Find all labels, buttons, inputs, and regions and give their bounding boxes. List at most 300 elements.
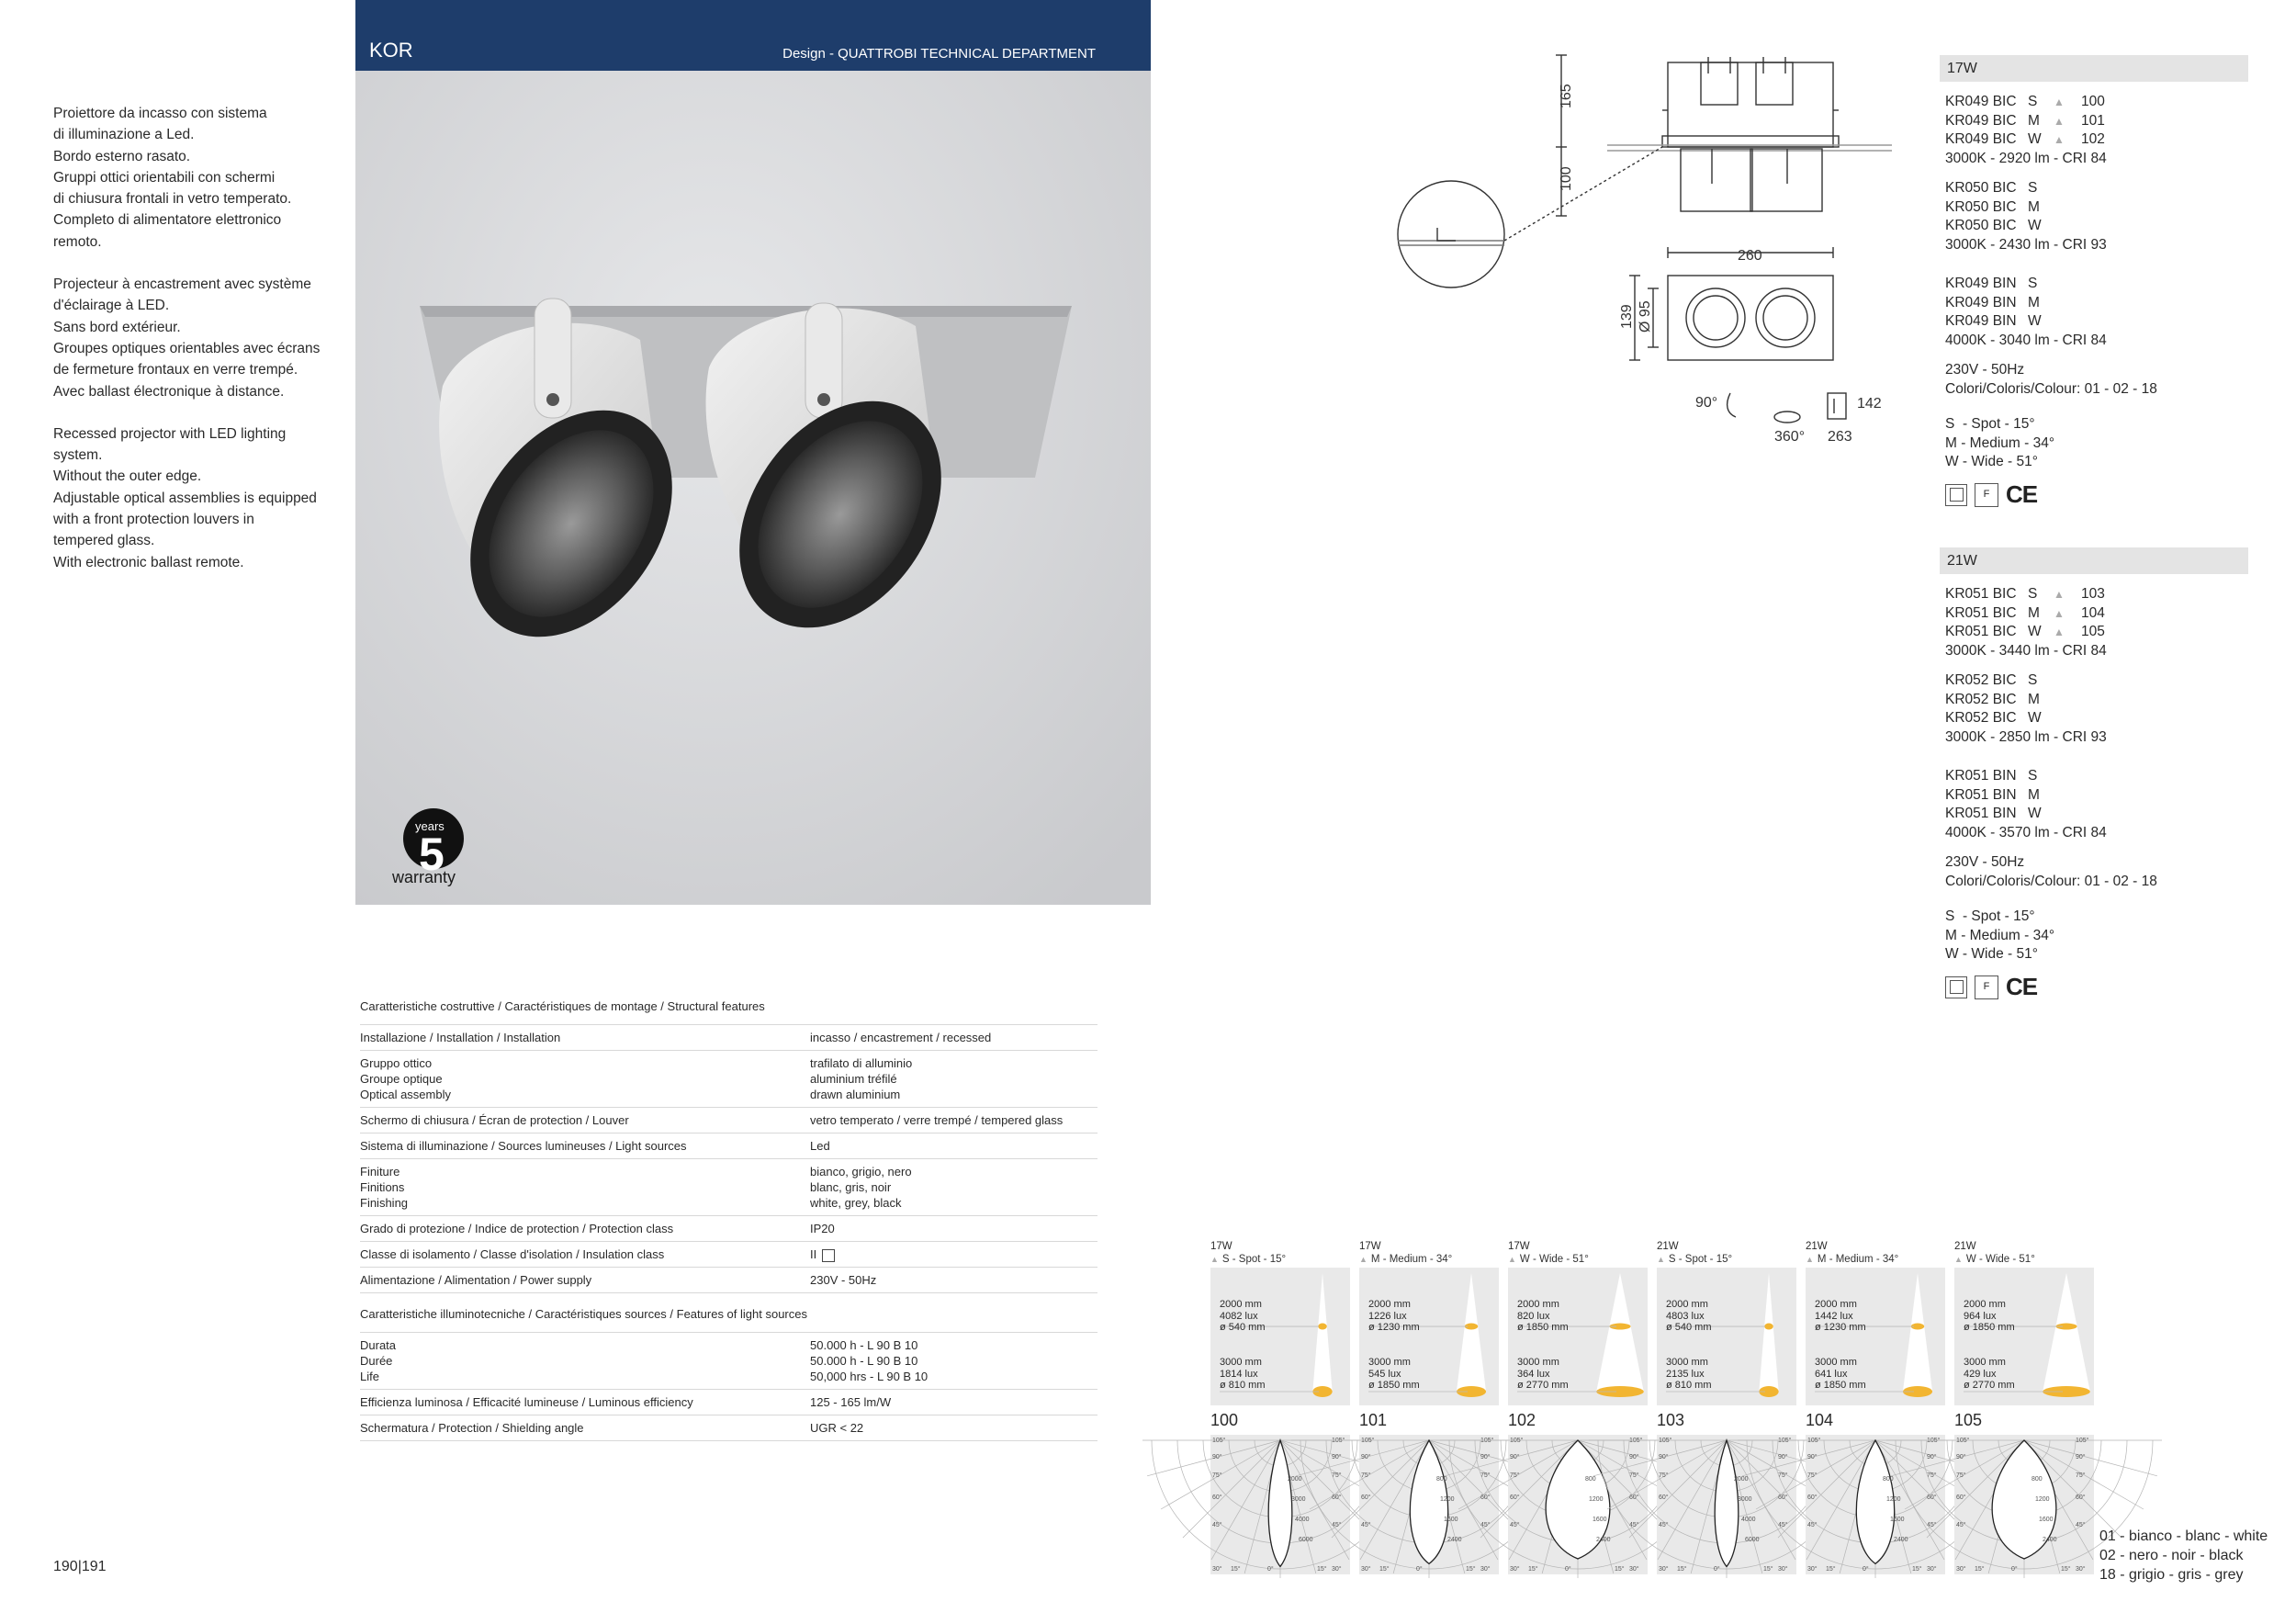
spec-note: 3000K - 2920 lm - CRI 84 (1945, 150, 2107, 166)
polar-diagram (1806, 1435, 1945, 1574)
spec-line (1945, 294, 2248, 313)
distance-block-2000 (1517, 1299, 1569, 1334)
polar-diagram (1657, 1435, 1796, 1574)
triangle-icon: ▲ (1508, 1255, 1516, 1264)
beam-size: M (2028, 604, 2040, 621)
light-features-table (360, 1307, 1097, 1441)
beam-size: M (2028, 294, 2040, 310)
beam-cone-panel (1657, 1268, 1796, 1405)
triangle-icon (2054, 198, 2081, 218)
beam-spot-2000 (1318, 1324, 1327, 1330)
row-label (360, 1112, 810, 1128)
spec-17w (1945, 55, 2248, 507)
warranty-years-label: years (415, 819, 445, 833)
distance-value: 4803 lux (1666, 1310, 1705, 1322)
product-photo (355, 0, 1151, 905)
spec-line (1945, 786, 2248, 806)
photometric-beam (1806, 1253, 1945, 1266)
product-code: KR049 BIN (1945, 276, 2017, 291)
polar-angle-label: 0° (1267, 1566, 1274, 1573)
polar-angle-label: 90° (1807, 1454, 1818, 1460)
intro-line: tempered glass. (53, 533, 155, 549)
dim-95: Ø 95 (1638, 300, 1653, 333)
photometric-cell (1359, 1240, 1499, 1573)
row-label (360, 1138, 810, 1154)
structural-features-table (360, 999, 1097, 1293)
polar-angle-label: 60° (1956, 1494, 1966, 1501)
distance-block-2000 (1815, 1299, 1866, 1334)
photometric-id: 100 (1210, 1411, 1239, 1429)
photometric-id: 105 (1954, 1411, 1983, 1429)
beam-cone (1903, 1273, 1932, 1392)
triangle-icon: ▲ (2054, 606, 2065, 620)
polar-angle-label: 60° (1778, 1494, 1788, 1501)
polar-angle-label: 15° (1379, 1566, 1390, 1573)
distance-value: 641 lux (1815, 1368, 1848, 1380)
photometric-beam (1954, 1253, 2094, 1266)
polar-angle-label: 90° (1480, 1454, 1491, 1460)
colours-text: Colori/Coloris/Colour: 01 - 02 - 18 (1945, 380, 2157, 397)
polar-angle-label: 30° (1361, 1566, 1371, 1573)
row-value-line: incasso / encastrement / recessed (810, 1031, 992, 1044)
row-value-line: drawn aluminium (810, 1088, 901, 1101)
photometric-beam (1210, 1253, 1350, 1266)
photometric-cell (1954, 1240, 2094, 1573)
spec-beams (1945, 908, 2248, 964)
spec-line (1945, 709, 2248, 728)
certification-marks (1945, 480, 2248, 509)
row-label (360, 1030, 810, 1045)
beam-size: W (2028, 806, 2042, 821)
beam-size: W (2028, 218, 2042, 233)
distance-block-3000 (1368, 1357, 1420, 1392)
distance-value: ø 810 mm (1666, 1380, 1712, 1391)
polar-diagram (1954, 1435, 2094, 1574)
spec-group (1945, 671, 2248, 747)
polar-angle-label: 45° (1659, 1522, 1669, 1528)
beam-line: M - Medium - 34° (1945, 434, 2055, 451)
row-value-line: IP20 (810, 1222, 835, 1235)
row-label-line: Grado di protezione / Indice de protection / Protection class (360, 1222, 674, 1235)
distance-value: 364 lux (1517, 1368, 1550, 1380)
row-label-line: Finishing (360, 1196, 409, 1210)
polar-angle-label: 15° (1317, 1566, 1327, 1573)
distance-block-2000 (1964, 1299, 2015, 1334)
product-code: KR051 BIN (1945, 768, 2017, 784)
beam-label: M - Medium - 34° (1817, 1254, 1899, 1265)
row-value (810, 1030, 1097, 1045)
distance-value: 2000 mm (1220, 1299, 1262, 1310)
warranty-word: warranty (392, 868, 456, 886)
beam-size: W (2028, 710, 2042, 726)
beam-size: W (2028, 624, 2042, 639)
photometric-power: 21W (1657, 1241, 1679, 1252)
row-value-line: bianco, grigio, nero (810, 1165, 912, 1179)
photometric-header (1954, 1240, 2094, 1268)
triangle-icon: ▲ (1954, 1255, 1963, 1264)
beam-size: M (2028, 198, 2040, 215)
row-value (810, 1394, 1097, 1410)
product-code: KR050 BIC (1945, 218, 2017, 233)
distance-value: 1226 lux (1368, 1310, 1407, 1322)
distance-value: ø 1850 mm (1368, 1380, 1420, 1391)
intro-line: Recessed projector with LED lighting (53, 425, 287, 442)
distance-value: 3000 mm (1220, 1357, 1262, 1368)
table-row (360, 1241, 1097, 1267)
polar-angle-label: 15° (1763, 1566, 1773, 1573)
triangle-icon (2054, 805, 2081, 824)
product-code: KR052 BIC (1945, 710, 2017, 726)
polar-ring-label: 800 (1585, 1476, 1596, 1483)
polar-angle-label: 105° (1629, 1438, 1643, 1444)
polar-ring-label: 3000 (1738, 1496, 1752, 1503)
polar-ring-label: 1600 (1444, 1517, 1458, 1523)
colour-legend-item: 18 - grigio - gris - grey (2099, 1567, 2244, 1583)
polar-angle-label: 45° (2076, 1522, 2086, 1528)
beam-label: W - Wide - 51° (1519, 1254, 1589, 1265)
polar-angle-label: 15° (1615, 1566, 1625, 1573)
photometric-power: 17W (1508, 1241, 1530, 1252)
polar-angle-label: 30° (1807, 1566, 1818, 1573)
product-title: KOR (369, 39, 413, 62)
distance-value: 2135 lux (1666, 1368, 1705, 1380)
polar-angle-label: 105° (1361, 1438, 1375, 1444)
polar-angle-label: 0° (1416, 1566, 1423, 1573)
warranty-badge (390, 804, 482, 886)
beam-line: M - Medium - 34° (1945, 927, 2055, 943)
photometric-id: 103 (1657, 1411, 1685, 1429)
spec-note: 3000K - 2430 lm - CRI 93 (1945, 236, 2107, 253)
beam-cone (2043, 1273, 2090, 1392)
row-value-line: 50,000 hrs - L 90 B 10 (810, 1370, 929, 1383)
polar-diagram (1508, 1435, 1648, 1574)
product-code: KR052 BIC (1945, 672, 2017, 688)
spec-line (1945, 585, 2248, 604)
polar-angle-label: 105° (1480, 1438, 1494, 1444)
row-value (810, 1420, 1097, 1436)
table-row (360, 1107, 1097, 1133)
spec-note: 4000K - 3570 lm - CRI 84 (1945, 824, 2107, 840)
row-label (360, 1164, 810, 1211)
row-value (810, 1337, 1097, 1384)
product-code: KR049 BIN (1945, 313, 2017, 329)
row-label-line: Gruppo ottico (360, 1056, 433, 1070)
row-label-line: Durée (360, 1354, 393, 1368)
table-row (360, 1133, 1097, 1158)
table-row (360, 1332, 1097, 1389)
beam-size: S (2028, 672, 2038, 688)
photometric-ref: 100 (2081, 94, 2105, 109)
polar-angle-label: 60° (1659, 1494, 1669, 1501)
row-label-line: Sistema di illuminazione / Sources lumineuses / Light sources (360, 1139, 687, 1153)
intro-line: Completo di alimentatore elettronico (53, 212, 282, 229)
product-code: KR052 BIC (1945, 691, 2017, 707)
distance-value: 2000 mm (1517, 1299, 1559, 1310)
intro-line: Without the outer edge. (53, 468, 202, 485)
polar-angle-label: 60° (1212, 1494, 1222, 1501)
row-label (360, 1337, 810, 1384)
polar-angle-label: 0° (2011, 1566, 2018, 1573)
polar-ring-label: 2400 (1596, 1537, 1611, 1543)
distance-block-3000 (1220, 1357, 1266, 1392)
row-value-line: UGR < 22 (810, 1421, 864, 1435)
spec-line (1945, 671, 2248, 691)
dim-100: 100 (1559, 166, 1574, 191)
distance-block-3000 (1815, 1357, 1866, 1392)
spec-line (1945, 623, 2248, 642)
beam-size: S (2028, 768, 2038, 784)
intro-line: with a front protection louvers in (53, 512, 254, 528)
polar-angle-label: 90° (1212, 1454, 1222, 1460)
row-value (810, 1112, 1097, 1128)
polar-angle-label: 105° (1510, 1438, 1524, 1444)
beam-label: M - Medium - 34° (1370, 1254, 1453, 1265)
polar-ring-label: 1600 (1890, 1517, 1905, 1523)
polar-angle-label: 105° (1212, 1438, 1226, 1444)
row-label-line: Installazione / Installation / Installation (360, 1031, 561, 1044)
photometric-cell (1508, 1240, 1648, 1573)
intro-line: Gruppi ottici orientabili con schermi (53, 169, 276, 186)
dim-139: 139 (1619, 304, 1635, 329)
polar-angle-label: 75° (1480, 1472, 1491, 1479)
polar-angle-label: 75° (1807, 1472, 1818, 1479)
technical-drawing (1378, 46, 1882, 459)
triangle-icon: ▲ (2054, 133, 2065, 146)
photometric-header (1359, 1240, 1499, 1268)
table-row (360, 1024, 1097, 1050)
product-code: KR051 BIC (1945, 624, 2017, 639)
triangle-icon (2054, 767, 2081, 786)
beam-size: S (2028, 180, 2038, 196)
intro-line: Projecteur à encastrement avec système (53, 276, 311, 293)
row-value-line: blanc, gris, noir (810, 1180, 892, 1194)
beam-size: S (2028, 276, 2038, 291)
distance-value: 3000 mm (1815, 1357, 1857, 1368)
distance-value: ø 2770 mm (1964, 1380, 2015, 1391)
polar-angle-label: 90° (1927, 1454, 1937, 1460)
distance-value: 3000 mm (1666, 1357, 1708, 1368)
power-text: 230V - 50Hz (1945, 854, 2025, 870)
spec-note: 4000K - 3040 lm - CRI 84 (1945, 332, 2107, 348)
distance-block-2000 (1220, 1299, 1266, 1334)
photometric-ref: 103 (2081, 586, 2105, 602)
intro-line: Groupes optiques orientables avec écrans (53, 340, 321, 356)
distance-block-3000 (1517, 1357, 1569, 1392)
distance-value: 3000 mm (1368, 1357, 1411, 1368)
beam-line: S - Spot - 15° (1945, 908, 2035, 924)
polar-angle-label: 30° (1510, 1566, 1520, 1573)
triangle-icon: ▲ (1210, 1255, 1219, 1264)
product-code: KR049 BIC (1945, 131, 2017, 147)
power-text: 230V - 50Hz (1945, 362, 2025, 378)
photometric-beam (1657, 1253, 1796, 1266)
row-label (360, 1394, 810, 1410)
distance-value: 2000 mm (1666, 1299, 1708, 1310)
beam-cone-panel (1508, 1268, 1648, 1405)
polar-angle-label: 75° (1332, 1472, 1342, 1479)
distance-block-2000 (1666, 1299, 1712, 1334)
polar-angle-label: 30° (1480, 1566, 1491, 1573)
photometric-id: 104 (1806, 1411, 1834, 1429)
distance-value: 545 lux (1368, 1368, 1401, 1380)
beam-size: M (2028, 786, 2040, 803)
beam-line: S - Spot - 15° (1945, 416, 2035, 432)
beam-size: W (2028, 313, 2042, 329)
distance-value: 2000 mm (1964, 1299, 2006, 1310)
polar-angle-label: 15° (1528, 1566, 1538, 1573)
polar-angle-label: 45° (1332, 1522, 1342, 1528)
polar-angle-label: 45° (1510, 1522, 1520, 1528)
polar-angle-label: 15° (1677, 1566, 1687, 1573)
spec-line (1945, 198, 2248, 218)
polar-angle-label: 75° (2076, 1472, 2086, 1479)
row-label-line: Efficienza luminosa / Efficacité lumineuse / Luminous efficiency (360, 1395, 693, 1409)
triangle-icon: ▲ (2054, 96, 2065, 108)
design-credit: Design - QUATTROBI TECHNICAL DEPARTMENT (782, 46, 1096, 62)
rot-90: 90° (1695, 395, 1718, 411)
row-value (810, 1138, 1097, 1154)
intro-line: Bordo esterno rasato. (53, 148, 191, 164)
row-value (810, 1164, 1097, 1211)
polar-angle-label: 30° (1629, 1566, 1639, 1573)
row-label (360, 1055, 810, 1102)
dim-165: 165 (1559, 84, 1574, 108)
colour-legend-item: 02 - nero - noir - black (2099, 1548, 2244, 1563)
polar-angle-label: 90° (1510, 1454, 1520, 1460)
polar-angle-label: 60° (1510, 1494, 1520, 1501)
product-code: KR049 BIC (1945, 112, 2017, 129)
polar-ring-label: 2400 (1894, 1537, 1908, 1543)
polar-ring-label: 800 (1883, 1476, 1894, 1483)
row-value-line: white, grey, black (810, 1196, 902, 1210)
photometric-cell (1806, 1240, 1945, 1573)
polar-angle-label: 75° (1212, 1472, 1222, 1479)
beam-cone (1759, 1273, 1778, 1392)
polar-angle-label: 60° (1629, 1494, 1639, 1501)
product-code: KR050 BIC (1945, 180, 2017, 196)
polar-angle-label: 90° (1629, 1454, 1639, 1460)
polar-ring-label: 4000 (1741, 1517, 1756, 1523)
row-value-line: Led (810, 1139, 830, 1153)
polar-angle-label: 75° (1927, 1472, 1937, 1479)
distance-value: ø 540 mm (1666, 1322, 1712, 1333)
polar-angle-label: 105° (1956, 1438, 1970, 1444)
spec-line (1945, 312, 2248, 332)
colour-legend (2099, 1527, 2268, 1585)
polar-ring-label: 2000 (1734, 1476, 1749, 1483)
spec-21w (1945, 547, 2248, 999)
polar-angle-label: 105° (1332, 1438, 1345, 1444)
double-insulation-icon (1945, 976, 1967, 998)
row-label-line: Schermatura / Protection / Shielding angle (360, 1421, 584, 1435)
polar-angle-label: 75° (1629, 1472, 1639, 1479)
triangle-icon (2054, 671, 2081, 691)
photometric-beam (1508, 1253, 1648, 1266)
intro-line: Sans bord extérieur. (53, 319, 181, 335)
beam-label: W - Wide - 51° (1965, 1254, 2035, 1265)
polar-angle-label: 90° (1956, 1454, 1966, 1460)
beam-size: S (2028, 586, 2038, 602)
distance-value: 820 lux (1517, 1310, 1550, 1322)
polar-angle-label: 15° (2061, 1566, 2071, 1573)
distance-value: ø 1850 mm (1964, 1322, 2015, 1333)
polar-angle-label: 30° (1212, 1566, 1222, 1573)
spec-heading: 17W (1940, 55, 2248, 82)
spec-group (1945, 179, 2248, 254)
intro-text (53, 103, 338, 594)
triangle-icon (2054, 275, 2081, 294)
photometric-power: 21W (1806, 1241, 1828, 1252)
row-value-line: 50.000 h - L 90 B 10 (810, 1338, 918, 1352)
polar-angle-label: 105° (1659, 1438, 1672, 1444)
triangle-icon: ▲ (1806, 1255, 1814, 1264)
table-row (360, 1158, 1097, 1215)
beam-line: W - Wide - 51° (1945, 454, 2038, 469)
row-value-line: aluminium tréfilé (810, 1072, 897, 1086)
cut-263: 263 (1828, 429, 1852, 445)
polar-angle-label: 75° (1778, 1472, 1788, 1479)
intro-line: d'éclairage à LED. (53, 298, 170, 314)
distance-value: 2000 mm (1815, 1299, 1857, 1310)
photometric-cell (1210, 1240, 1350, 1573)
triangle-icon (2054, 312, 2081, 332)
polar-angle-label: 75° (1510, 1472, 1520, 1479)
polar-angle-label: 45° (1807, 1522, 1818, 1528)
photometric-id: 101 (1359, 1411, 1388, 1429)
product-code: KR051 BIC (1945, 586, 2017, 602)
row-label-line: Groupe optique (360, 1072, 443, 1086)
triangle-icon (2054, 786, 2081, 806)
polar-angle-label: 30° (1659, 1566, 1669, 1573)
spec-line (1945, 217, 2248, 236)
beam-size: W (2028, 131, 2042, 147)
beam-size: M (2028, 691, 2040, 707)
polar-angle-label: 105° (1927, 1438, 1941, 1444)
row-label-line: Classe di isolamento / Classe d'isolation / Insulation class (360, 1247, 665, 1261)
intro-english (53, 423, 338, 573)
row-label (360, 1420, 810, 1436)
row-value-line: trafilato di alluminio (810, 1056, 913, 1070)
triangle-icon: ▲ (2054, 626, 2065, 638)
spec-group (1945, 767, 2248, 842)
triangle-icon: ▲ (1657, 1255, 1665, 1264)
triangle-icon (2054, 179, 2081, 198)
photometric-ref: 102 (2081, 131, 2105, 147)
colour-legend-item: 01 - bianco - blanc - white (2099, 1528, 2268, 1544)
intro-line: Avec ballast électronique à distance. (53, 383, 285, 400)
spec-line (1945, 130, 2248, 150)
polar-angle-label: 75° (1659, 1472, 1669, 1479)
polar-diagram (1210, 1435, 1350, 1574)
distance-value: 429 lux (1964, 1368, 1997, 1380)
polar-ring-label: 6000 (1299, 1537, 1313, 1543)
intro-line: de fermeture frontaux en verre trempé. (53, 362, 298, 378)
intro-line: system. (53, 447, 103, 464)
page-number: 190|191 (53, 1559, 107, 1574)
triangle-icon: ▲ (2054, 114, 2065, 128)
photometric-power: 21W (1954, 1241, 1976, 1252)
beam-cone (1457, 1273, 1486, 1392)
row-value (810, 1272, 1097, 1288)
distance-value: ø 810 mm (1220, 1380, 1266, 1391)
distance-block-3000 (1666, 1357, 1712, 1392)
polar-ring-label: 1200 (2035, 1496, 2050, 1503)
table-row (360, 1267, 1097, 1292)
intro-line: With electronic ballast remote. (53, 554, 244, 570)
f-mark-icon: F (1975, 483, 1998, 507)
polar-angle-label: 45° (1927, 1522, 1937, 1528)
distance-value: 1442 lux (1815, 1310, 1853, 1322)
